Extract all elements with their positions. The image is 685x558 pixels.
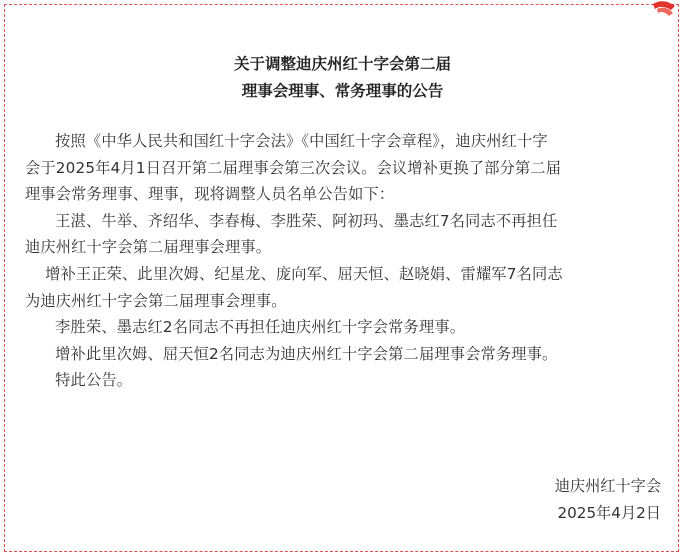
signature-date: 2025年4月2日 [557,504,661,522]
body-line: 迪庆州红十字会第二届理事会理事。 [25,238,272,257]
body-line: 增补此里次姆、屈天恒2名同志为迪庆州红十字会第二届理事会常务理事。 [25,344,558,363]
body-line: 会于2025年4月1日召开第二届理事会第三次会议。会议增补更换了部分第二届 [25,158,562,177]
body-line: 为迪庆州红十字会第二届理事会理事。 [25,291,287,310]
signature-org: 迪庆州红十字会 [554,477,661,495]
body-line: 王湛、牛举、齐绍华、李春梅、李胜荣、阿初玛、墨志红7名同志不再担任 [25,211,558,230]
body-line: 增补王正荣、此里次姆、纪星龙、庞向军、屈天恒、赵晓娟、雷耀军7名同志 [25,264,563,283]
red-ribbon-corner-icon [651,0,677,18]
notice-body [25,128,665,394]
body-line: 按照《中华人民共和国红十字会法》《中国红十字会章程》，迪庆州红十字 [25,132,548,150]
body-line: 特此公告。 [25,371,133,390]
notice-title-line-1: 关于调整迪庆州红十字会第二届 [233,55,451,73]
notice-title-line-2: 理事会理事、常务理事的公告 [241,82,444,100]
body-line: 理事会常务理事、理事，现将调整人员名单公告如下： [25,185,395,204]
body-line: 李胜荣、墨志红2名同志不再担任迪庆州红十字会常务理事。 [25,318,466,337]
